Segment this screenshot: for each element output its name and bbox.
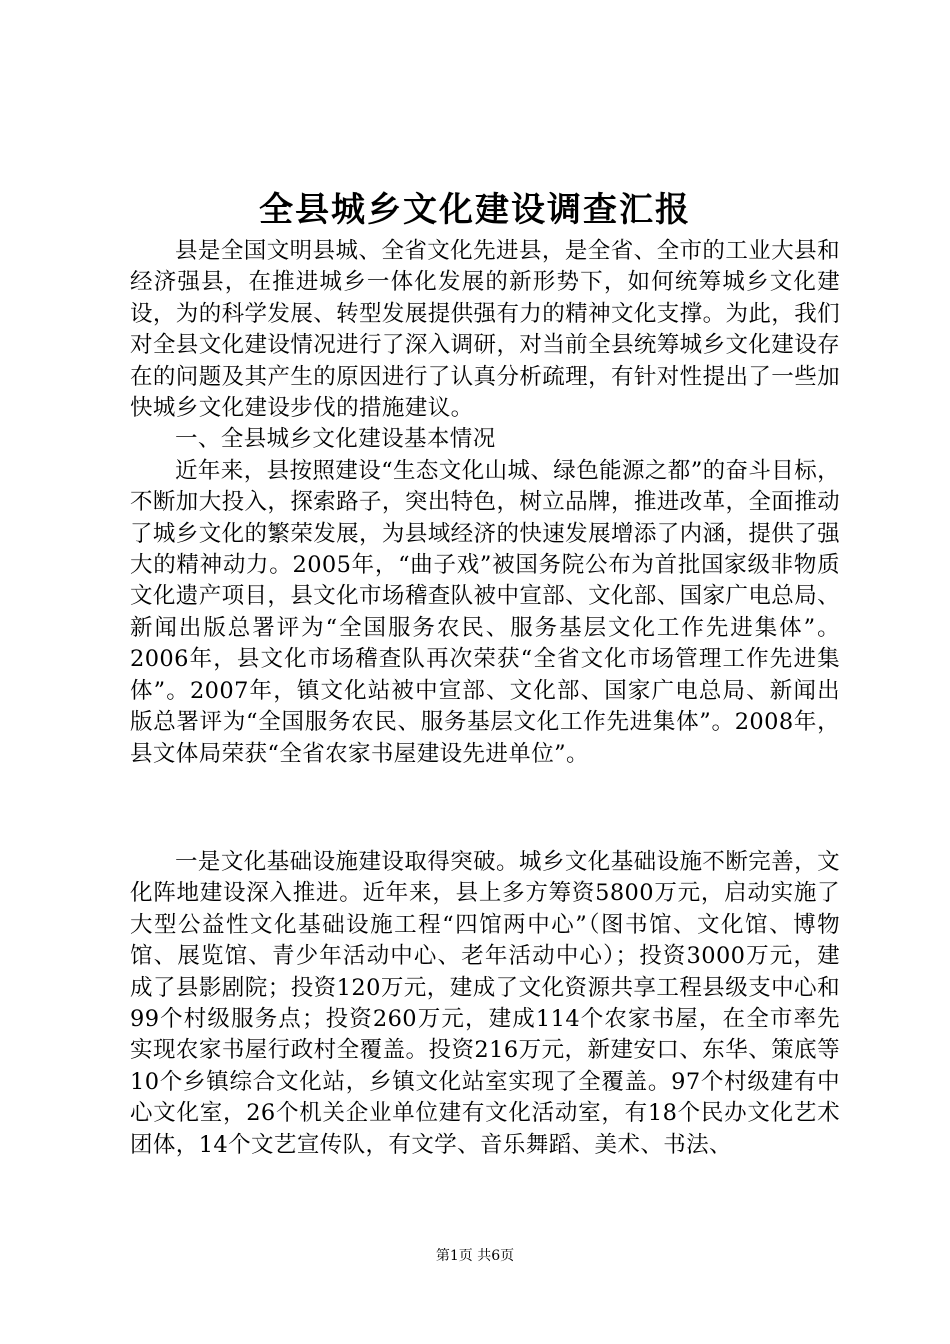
body-section-top <box>130 236 840 770</box>
intro-paragraph: 县是全国文明县城、全省文化先进县，是全省、全市的工业大县和经济强县，在推进城乡一体化发展的新形势下，如何统筹城乡文化建设，为的科学发展、转型发展提供强有力的精神文化支撑。为此，我们对全县文化建设情况进行了深入调研，对当前全县统筹城乡文化建设存在的问题及其产生的原因进行了认真分析疏理，有针对性提出了一些加快城乡文化建设步伐的措施建议。 <box>130 238 840 422</box>
document-title: 全县城乡文化建设调查汇报 <box>259 190 691 230</box>
basic-situation-paragraph: 近年来，县按照建设“生态文化山城、绿色能源之都”的奋斗目标，不断加大投入，探索路子，突出特色，树立品牌，推进改革，全面推动了城乡文化的繁荣发展，为县域经济的快速发展增添了内涵，提供了强大的精神动力。2005年，“曲子戏”被国务院公布为首批国家级非物质文化遗产项目，县文化市场稽查队被中宣部、文化部、国家广电总局、新闻出版总署评为“全国服务农民、服务基层文化工作先进集体”。2006年，县文化市场稽查队再次荣获“全省文化市场管理工作先进集体”。2007年，镇文化站被中宣部、文化部、国家广电总局、新闻出版总署评为“全国服务农民、服务基层文化工作先进集体”。2008年，县文体局荣获“全省农家书屋建设先进单位”。 <box>130 457 841 767</box>
page-number-footer: 第1页 共6页 <box>435 1248 515 1264</box>
body-section-bottom <box>130 847 840 1161</box>
section-heading: 一、全县城乡文化建设基本情况 <box>175 426 496 453</box>
infrastructure-paragraph: 一是文化基础设施建设取得突破。城乡文化基础设施不断完善，文化阵地建设深入推进。近年来，县上多方筹资5800万元，启动实施了大型公益性文化基础设施工程“四馆两中心”（图书馆、文化馆、博物馆、展览馆、青少年活动中心、老年活动中心）；投资3000万元，建成了县影剧院；投资120万元，建成了文化资源共享工程县级支中心和99个村级服务点；投资260万元，建成114个农家书屋，在全市率先实现农家书屋行政村全覆盖。投资216万元，新建安口、东华、策底等10个乡镇综合文化站，乡镇文化站室实现了全覆盖。97个村级建有中心文化室，26个机关企业单位建有文化活动室，有18个民办文化艺术团体，14个文艺宣传队，有文学、音乐舞蹈、美术、书法、 <box>130 849 840 1158</box>
